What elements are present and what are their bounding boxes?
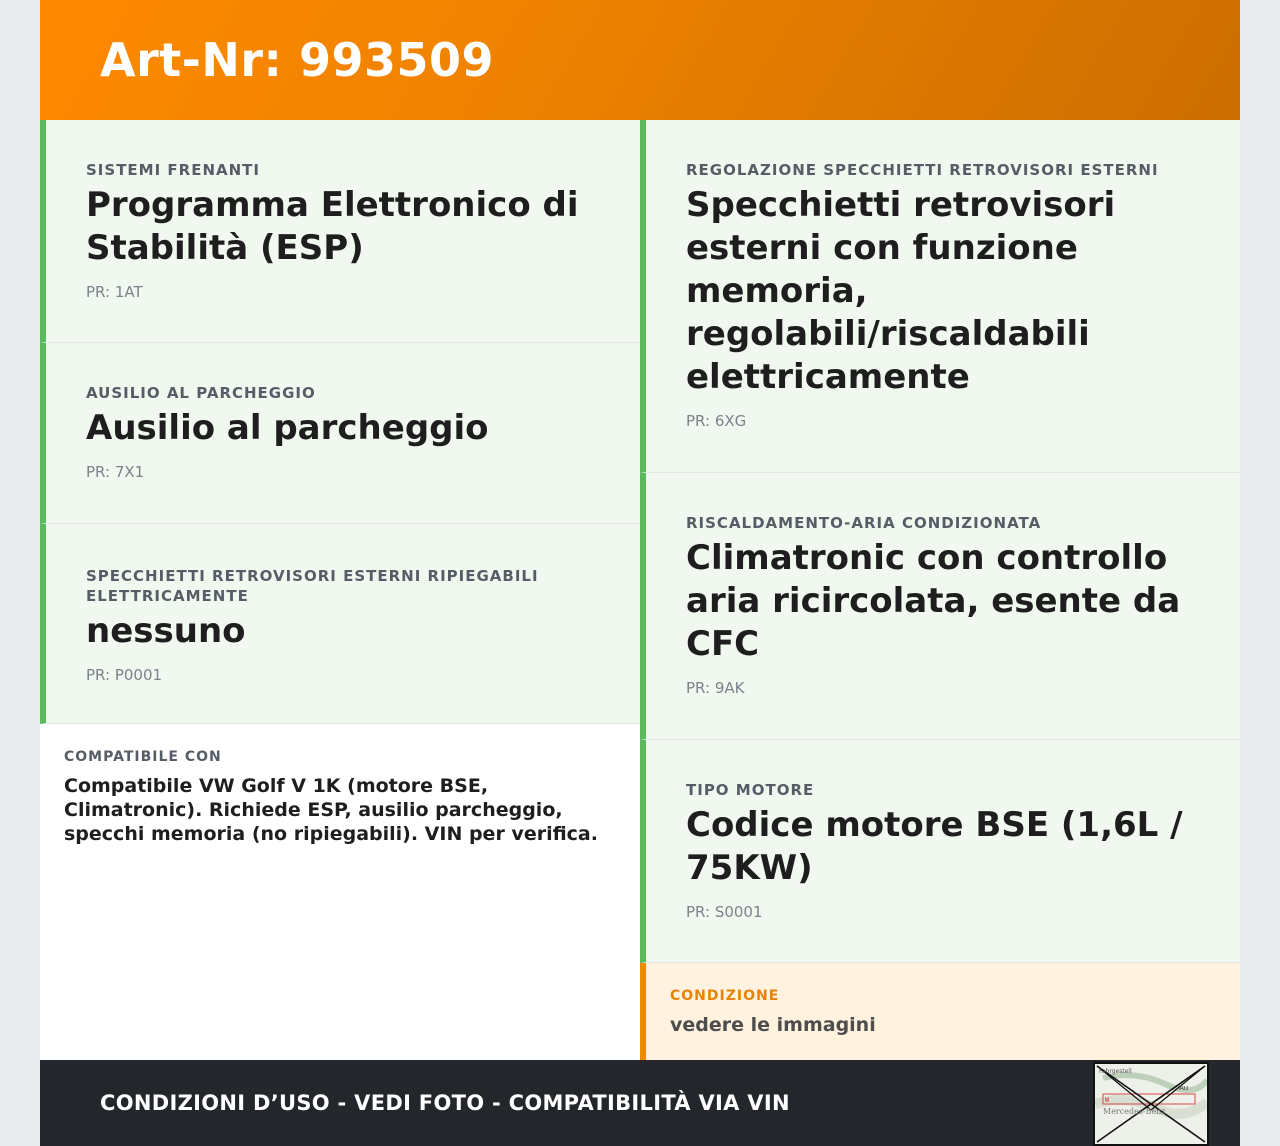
left-column: [40, 120, 640, 1060]
document-photo-thumbnail[interactable]: [1093, 1062, 1209, 1146]
feature-category: TIPO MOTORE: [686, 781, 815, 799]
feature-card-mirror-adjust: [640, 120, 1240, 473]
feature-value: Climatronic con controllo aria ricircolata, esente da CFC: [686, 538, 1181, 664]
feature-value: Ausilio al parcheggio: [86, 408, 489, 448]
thumbnail-text-3: W: [1105, 1096, 1110, 1104]
footer-text: CONDIZIONI D’USO - VEDI FOTO - COMPATIBILITÀ VIA VIN: [100, 1091, 790, 1115]
feature-category: AUSILIO AL PARCHEGGIO: [86, 384, 316, 402]
feature-pr-code: PR: 6XG: [686, 412, 747, 430]
compatibility-text: Compatibile VW Golf V 1K (motore BSE, Climatronic). Richiede ESP, ausilio parcheggio, specchi memoria (no ripiegabili). VIN per verifica.: [64, 775, 598, 845]
article-number-title: Art-Nr: 993509: [100, 33, 495, 87]
condition-text: vedere le immagini: [670, 1014, 876, 1036]
feature-value: Specchietti retrovisori esterni con funzione memoria, regolabili/riscaldabili elettricamente: [686, 185, 1116, 397]
feature-value: nessuno: [86, 611, 246, 651]
right-column: [640, 120, 1240, 1060]
feature-category: RISCALDAMENTO-ARIA CONDIZIONATA: [686, 514, 1042, 532]
feature-pr-code: PR: 1AT: [86, 283, 143, 301]
condition-section: [640, 963, 1240, 1060]
feature-pr-code: PR: 7X1: [86, 463, 145, 481]
thumbnail-text-1: Fahrgestell: [1099, 1068, 1132, 1075]
condition-label: CONDIZIONE: [670, 988, 780, 1004]
feature-category: SISTEMI FRENANTI: [86, 161, 260, 179]
feature-card-folding-mirrors: [40, 524, 640, 724]
feature-columns: [40, 120, 1240, 1060]
feature-category: REGOLAZIONE SPECCHIETTI RETROVISORI ESTERNI: [686, 161, 1159, 179]
compatibility-section: [40, 724, 640, 1060]
header: [40, 0, 1240, 120]
feature-card-climate: [640, 473, 1240, 740]
feature-category: SPECCHIETTI RETROVISORI ESTERNI RIPIEGABILI ELETTRICAMENTE: [86, 567, 539, 605]
feature-value: Programma Elettronico di Stabilità (ESP): [86, 185, 579, 268]
feature-card-engine: [640, 740, 1240, 963]
feature-value: Codice motore BSE (1,6L / 75KW): [686, 805, 1183, 888]
footer-bar: [40, 1060, 1240, 1146]
page: [40, 0, 1240, 1146]
compatibility-label: COMPATIBILE CON: [64, 749, 222, 765]
document-photo-icon: [1095, 1064, 1207, 1144]
feature-pr-code: PR: S0001: [686, 903, 763, 921]
feature-pr-code: PR: 9AK: [686, 679, 745, 697]
thumbnail-text-4: Mercedes-Benz: [1103, 1107, 1166, 1116]
feature-pr-code: PR: P0001: [86, 666, 163, 684]
thumbnail-text-2: Au: [1179, 1084, 1189, 1092]
feature-card-esp: [40, 120, 640, 343]
feature-card-parking: [40, 343, 640, 524]
